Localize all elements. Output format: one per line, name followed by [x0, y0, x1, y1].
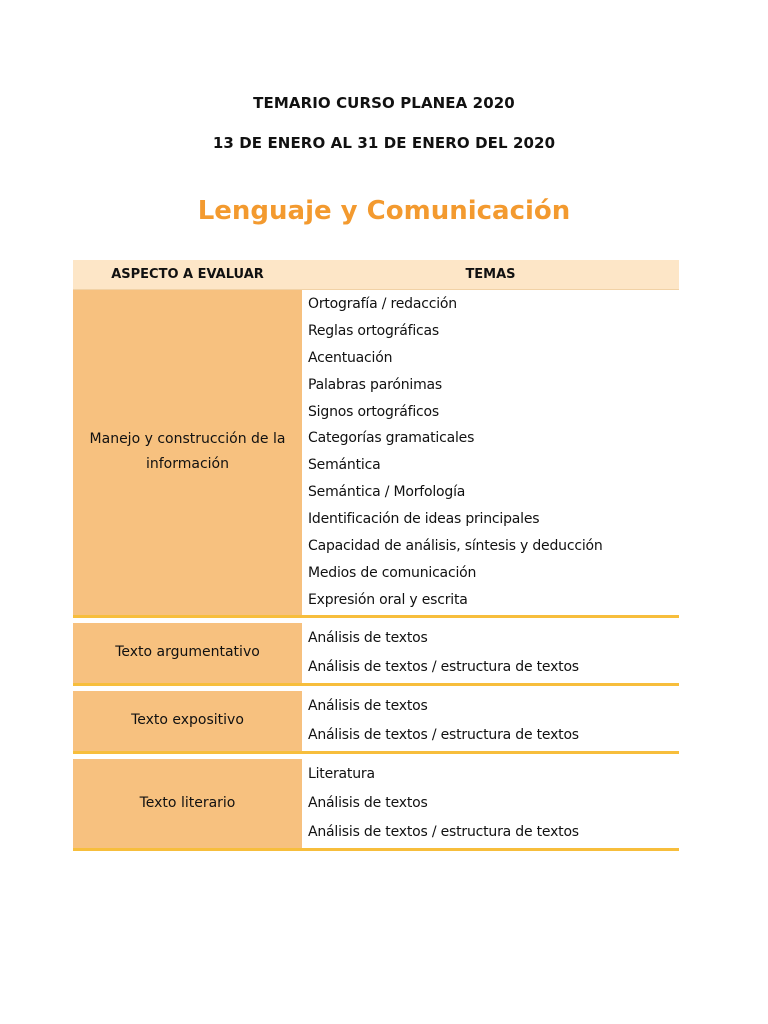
- topic-item: Identificación de ideas principales: [308, 511, 540, 528]
- topic-item: Análisis de textos / estructura de textos: [308, 726, 579, 743]
- aspect-cell: [73, 290, 302, 615]
- topic-item: Semántica: [308, 457, 381, 474]
- topic-item: Semántica / Morfología: [308, 484, 466, 501]
- topics-cell: [302, 691, 679, 751]
- topic-item: Acentuación: [308, 349, 393, 366]
- table-row: [73, 623, 679, 686]
- document-title: TEMARIO CURSO PLANEA 2020: [253, 94, 515, 112]
- aspect-cell: [73, 691, 302, 751]
- aspect-cell: [73, 759, 302, 848]
- table-row: [73, 759, 679, 851]
- topic-item: Ortografía / redacción: [308, 296, 457, 312]
- topic-item: Categorías gramaticales: [308, 430, 475, 447]
- topic-item: Palabras parónimas: [308, 376, 442, 393]
- document-date-range: 13 DE ENERO AL 31 DE ENERO DEL 2020: [212, 134, 556, 152]
- topics-table: [73, 260, 679, 851]
- topics-cell: [302, 290, 679, 615]
- subject-heading: Lenguaje y Comunicación: [197, 196, 571, 226]
- aspect-label: Manejo y construcción de la información: [89, 431, 286, 473]
- table-row: [73, 691, 679, 754]
- topic-item: Medios de comunicación: [308, 564, 477, 581]
- aspect-label: Texto expositivo: [131, 712, 244, 729]
- topic-item: Análisis de textos / estructura de textos: [308, 658, 579, 675]
- topic-item: Literatura: [308, 765, 375, 782]
- topic-item: Análisis de textos / estructura de textos: [308, 823, 579, 840]
- topic-item: Capacidad de análisis, síntesis y deducción: [308, 538, 603, 555]
- topic-item: Análisis de textos: [308, 794, 428, 811]
- table-row: [73, 290, 679, 618]
- table-header-row: [73, 260, 679, 290]
- topic-item: Reglas ortográficas: [308, 322, 439, 339]
- topic-item: Análisis de textos: [308, 629, 428, 646]
- aspect-cell: [73, 623, 302, 683]
- topics-cell: [302, 623, 679, 683]
- topics-cell: [302, 759, 679, 848]
- topic-item: Análisis de textos: [308, 697, 428, 714]
- aspect-label: Texto argumentativo: [115, 644, 260, 661]
- column-header-aspect: ASPECTO A EVALUAR: [111, 267, 264, 282]
- column-header-topics: TEMAS: [465, 267, 516, 282]
- aspect-label: Texto literario: [139, 794, 236, 811]
- topic-item: Signos ortográficos: [308, 403, 440, 420]
- topic-item: Expresión oral y escrita: [308, 591, 468, 608]
